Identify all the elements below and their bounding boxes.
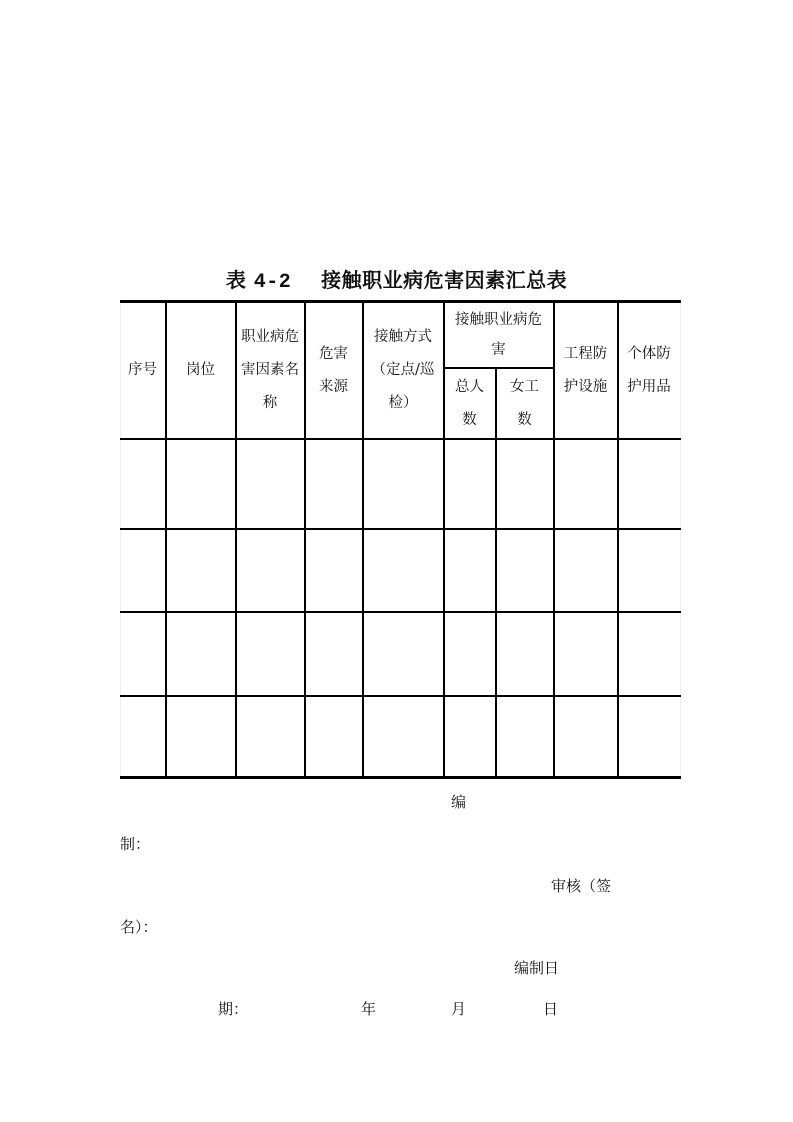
header-line: 数: [517, 411, 532, 428]
header-line: 来源: [319, 378, 348, 395]
header-personal-protection: [618, 303, 680, 438]
header-line: 害: [491, 342, 506, 358]
table-row[interactable]: [120, 440, 681, 528]
header-line: 护用品: [627, 378, 671, 395]
header-line: 工程防: [563, 345, 608, 362]
header-post: [166, 303, 235, 438]
header-line: （定点/巡: [371, 362, 435, 378]
header-exposed-group: [444, 303, 553, 367]
header-engineering-protection: [554, 303, 617, 438]
table-row[interactable]: [120, 613, 681, 695]
header-line: 职业病危: [241, 329, 299, 345]
header-post-label: 岗位: [186, 362, 215, 378]
header-female-workers: [496, 369, 553, 438]
title-prefix: 表: [225, 268, 247, 292]
header-serial-label: 序号: [128, 362, 157, 378]
header-line: 检）: [388, 395, 418, 411]
header-line: 接触方式: [374, 329, 432, 345]
header-line: 护设施: [563, 378, 608, 395]
page-title: [0, 264, 793, 294]
date-year-label: 年: [361, 1000, 377, 1018]
date-day-label: 日: [543, 1000, 559, 1018]
header-hazard-source: [305, 303, 362, 438]
table-row[interactable]: [120, 697, 681, 776]
compiler-label-part2: 制：: [120, 835, 151, 853]
reviewer-label-part2: 名）：: [120, 918, 158, 936]
header-line: 危害: [319, 345, 348, 362]
header-line: 接触职业病危: [455, 312, 542, 328]
header-factor-name: [236, 303, 304, 438]
header-serial: [120, 303, 165, 438]
title-text: 接触职业病危害因素汇总表: [321, 268, 568, 292]
header-line: 数: [462, 411, 477, 428]
date-month-label: 月: [451, 1000, 467, 1018]
table-bottom-rule: [120, 776, 681, 779]
header-line: 称: [262, 395, 278, 411]
hazard-summary-table: [120, 300, 681, 779]
compiler-label-part1: 编: [451, 793, 467, 811]
header-line: 总人: [455, 378, 484, 395]
date-label-part1: 编制日: [514, 959, 560, 977]
header-line: 个体防: [627, 345, 671, 362]
table-row[interactable]: [120, 530, 681, 611]
header-total-persons: [444, 369, 495, 438]
table-number: 4-2: [253, 271, 292, 294]
header-line: 害因素名: [241, 362, 299, 378]
reviewer-label-part1: 审核（签: [551, 877, 612, 895]
header-exposure-mode: [363, 303, 443, 438]
header-line: 女工: [510, 378, 539, 395]
date-label-part2: 期：: [218, 1000, 249, 1018]
